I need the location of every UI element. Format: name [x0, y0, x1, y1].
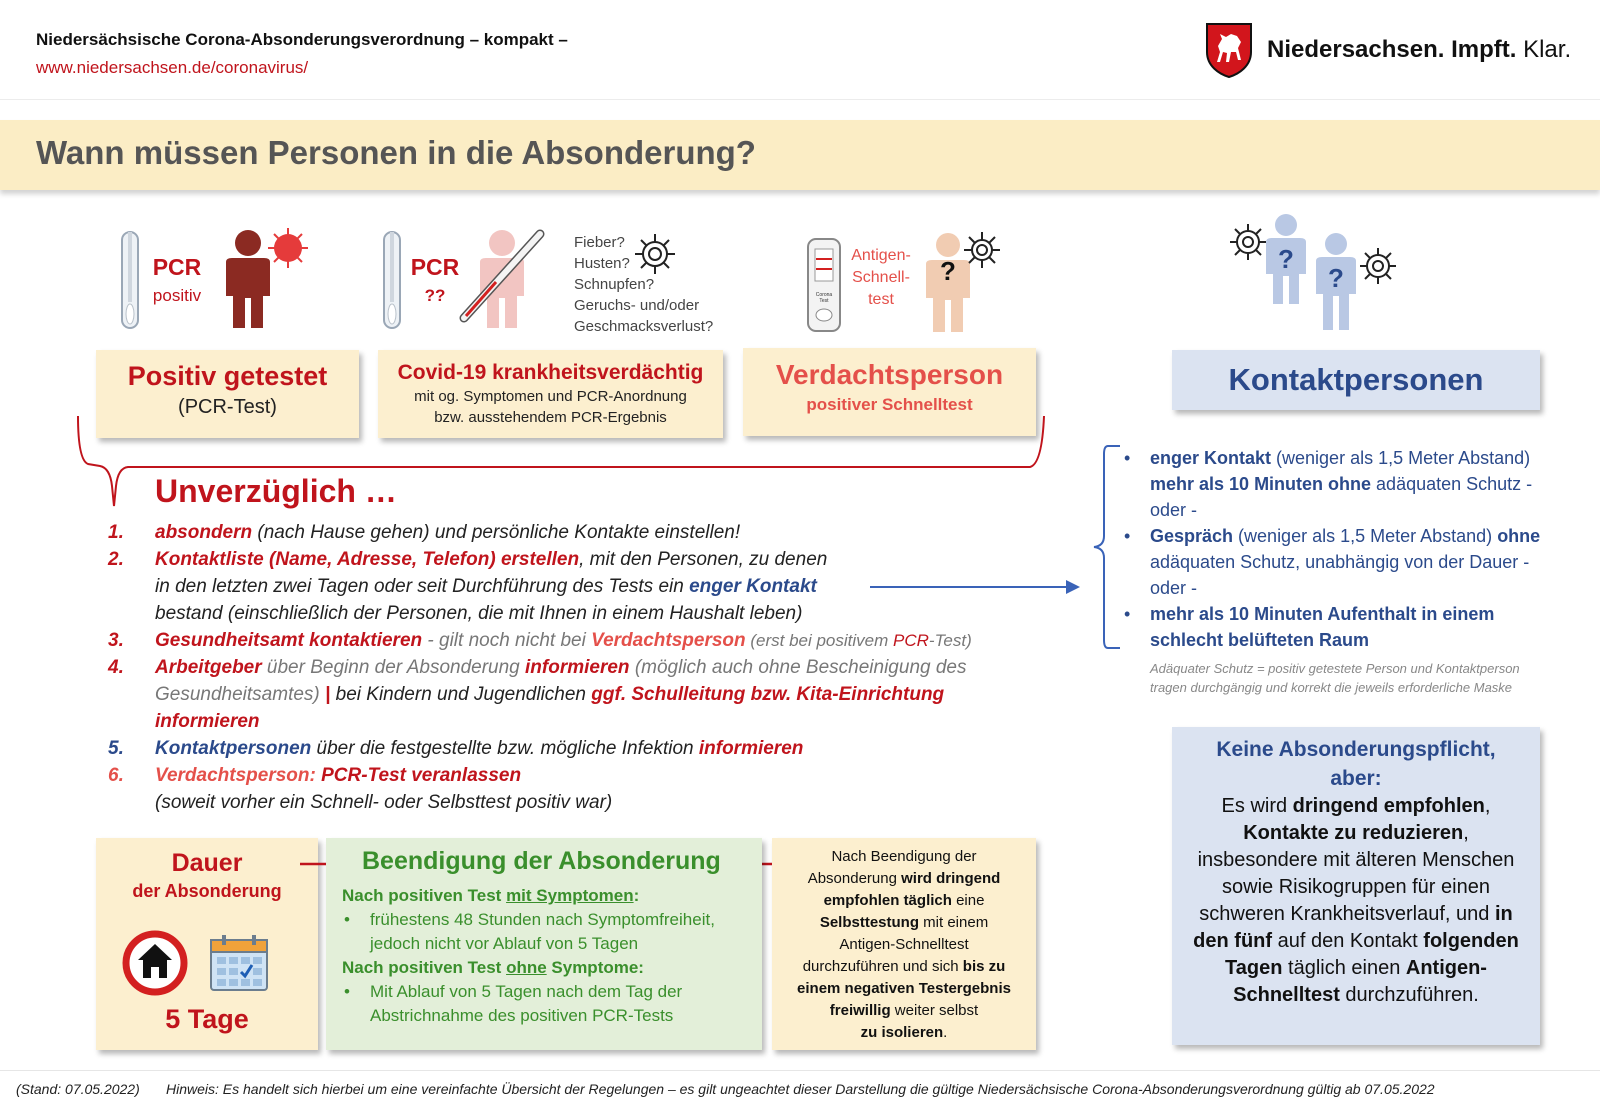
antigen-test-label: Antigen- Schnell- test — [851, 247, 911, 308]
card-positiv-title: Positiv getestet — [127, 361, 328, 391]
beendigung-case-without-symptoms: Nach positiven Test ohne Symptome: — [342, 958, 644, 977]
steps-list — [108, 519, 1028, 816]
brand-slogan: Niedersachsen. Impft. Klar. — [1267, 36, 1572, 63]
pcr-pending-label: PCR — [410, 254, 460, 280]
test-tube-icon — [378, 230, 406, 334]
header-divider — [0, 99, 1600, 100]
pcr-pending-sub: ?? — [424, 286, 446, 305]
test-card-caption: Corona Test — [815, 292, 833, 304]
footer-stand: (Stand: 07.05.2022) — [16, 1081, 140, 1097]
pcr-positive-label: PCR — [152, 254, 202, 280]
header-url-link[interactable]: www.niedersachsen.de/coronavirus/ — [36, 58, 309, 77]
beendigung-rule-2: • Mit Ablauf von 5 Tagen nach dem Tag der Abstrichnahme des positiven PCR-Tests — [344, 982, 683, 1025]
infected-person-icon — [222, 226, 312, 330]
kontakt-criterion-2: • Gespräch (weniger als 1,5 Meter Abstand) ohne adäquaten Schutz, unabhängig von der Dauer - oder - — [1124, 526, 1541, 598]
beendigung-rule-1: • frühestens 48 Stunden nach Symptomfreiheit, jedoch nicht vor Ablauf von 5 Tagen — [344, 910, 715, 953]
kontakt-criterion-1: • enger Kontakt (weniger als 1,5 Meter Abstand) mehr als 10 Minuten ohne adäquaten Schutz - oder - — [1124, 448, 1533, 520]
card-dauer — [96, 838, 318, 1050]
arrow-to-kontakt-icon — [870, 578, 1082, 596]
beendigung-case-with-symptoms: Nach positiven Test mit Symptomen: — [342, 886, 640, 905]
card-nach-beendigung: Nach Beendigung der Absonderung wird dringend empfohlen täglich eine Selbsttestung mit einem Antigen-Schnelltest durchzuführen und sich bis zu einem negativen Testergebnis freiwillig weiter selbst zu isolieren. — [772, 838, 1036, 1050]
step-1: 1. absondern (nach Hause gehen) und persönliche Kontakte einstellen! — [108, 522, 741, 543]
suspect-person-icon — [920, 230, 1000, 334]
card-covid-sub1: mit og. Symptomen und PCR-Anordnung — [414, 388, 687, 405]
dauer-days: 5 Tage — [165, 1004, 249, 1034]
test-tube-icon — [116, 230, 144, 334]
kontakt-footnote: Adäquater Schutz = positiv getestete Person und Kontaktperson tragen durchgängig und korrekt die jeweils erforderliche Maske — [1150, 661, 1520, 695]
contact-persons-icon — [1228, 212, 1408, 342]
footer-hinweis: Hinweis: Es handelt sich hierbei um eine vereinfachte Übersicht der Regelungen – es gilt ungeachtet dieser Darstellung die gültige Niedersächsische Corona-Absonderungsverordnung gültig ab 07.05.2022 — [166, 1081, 1435, 1097]
sick-person-thermometer-icon — [456, 226, 548, 330]
footer-divider — [0, 1070, 1600, 1071]
kontakt-brace — [1090, 444, 1124, 650]
calendar-icon — [208, 932, 270, 994]
antigen-test-card-icon — [806, 237, 842, 333]
svg-text:?: ? — [1328, 263, 1344, 293]
card-covid-sub2: bzw. ausstehendem PCR-Ergebnis — [434, 409, 667, 426]
step-3: 3. Gesundheitsamt kontaktieren - gilt noch nicht bei Verdachtsperson (erst bei positivem PCR-Test) — [108, 630, 972, 651]
card-verdacht-title: Verdachtsperson — [775, 359, 1004, 390]
card-positiv-sub: (PCR-Test) — [178, 396, 277, 418]
card-kontakt-title: Kontaktpersonen — [1228, 362, 1484, 397]
card-beendigung — [326, 838, 762, 1050]
svg-text:?: ? — [1278, 244, 1294, 274]
virus-icon — [633, 232, 677, 276]
stay-home-icon — [122, 930, 188, 996]
unverzueglich-heading: Unverzüglich … — [155, 473, 397, 509]
beendigung-title: Beendigung der Absonderung — [362, 847, 721, 875]
symptom-questions: Fieber? Husten? Schnupfen? Geruchs- und/oder Geschmacksverlust? — [574, 234, 714, 335]
dauer-sub: der Absonderung — [132, 881, 282, 901]
card-verdacht-sub: positiver Schnelltest — [806, 395, 973, 414]
step-6: 6. Verdachtsperson: PCR-Test veranlassen (soweit vorher ein Schnell- oder Selbsttest positiv war) — [108, 765, 613, 813]
horse-shield-icon — [1205, 22, 1253, 78]
page-title: Wann müssen Personen in die Absonderung? — [36, 134, 756, 171]
step-5: 5. Kontaktpersonen über die festgestellte bzw. mögliche Infektion informieren — [108, 738, 804, 759]
pcr-positive-sub: positiv — [152, 286, 202, 305]
step-2: 2. Kontaktliste (Name, Adresse, Telefon) erstellen, mit den Personen, zu denen in den letzten zwei Tagen oder seit Durchführung des Tests ein enger Kontakt bestand (einschließlich der Personen, die mit Ihnen in einem Haushalt leben) — [108, 549, 828, 624]
brand-logo — [1205, 22, 1575, 82]
step-4: 4. Arbeitgeber über Beginn der Absonderung informieren (möglich auch ohne Bescheinigung des Gesundheitsamtes) | bei Kindern und Jugendlichen ggf. Schulleitung bzw. Kita-Einrichtung informieren — [108, 657, 967, 732]
header-title: Niedersächsische Corona-Absonderungsverordnung – kompakt – — [36, 30, 568, 49]
kontakt-criteria-list — [1120, 445, 1570, 697]
card-kontaktpersonen — [1172, 350, 1540, 410]
kontakt-criterion-3: • mehr als 10 Minuten Aufenthalt in einem schlecht belüfteten Raum — [1124, 604, 1495, 650]
card-covid-title: Covid-19 krankheitsverdächtig — [397, 361, 704, 384]
title-banner — [0, 120, 1600, 190]
dauer-title: Dauer — [171, 849, 243, 877]
svg-text:?: ? — [940, 256, 956, 286]
card-keine-absonderungspflicht: Keine Absonderungspflicht, aber: Es wird dringend empfohlen, Kontakte zu reduzieren, insbesondere mit älteren Menschen sowie Risikogruppen für einen schweren Krankheitsverlauf, und in den fünf auf den Kontakt folgenden Tagen täglich einen Antigen- Schnelltest durchzuführen. — [1172, 727, 1540, 1045]
